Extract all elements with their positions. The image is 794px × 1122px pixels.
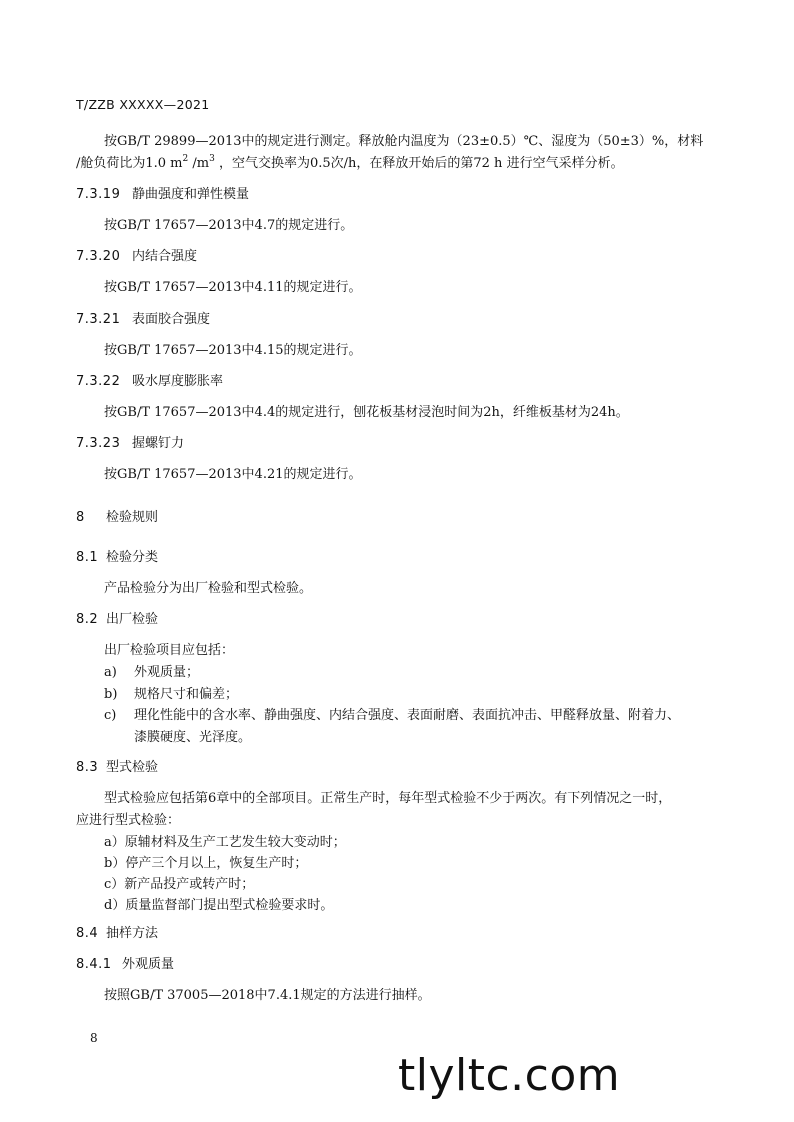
chapter-heading-8: 8 检验规则 (76, 510, 159, 525)
section-heading-7-3-23: 7.3.23 握螺钉力 (76, 436, 185, 451)
section-body-8-3-line2: 应进行型式检验： (76, 813, 181, 828)
intro-paragraph-line1: 按GB/T 29899—2013中的规定进行测定。释放舱内温度为（23±0.5）℃、湿度为（50±3）%，材料 (104, 134, 704, 149)
section-body-7-3-21: 按GB/T 17657—2013中4.15的规定进行。 (104, 343, 362, 358)
section-body-7-3-19: 按GB/T 17657—2013中4.7的规定进行。 (104, 218, 354, 233)
section-body-7-3-22: 按GB/T 17657—2013中4.4的规定进行，刨花板基材浸泡时间为2h，纤维板基材为24h。 (104, 405, 629, 420)
list-item-8-3-b: b）停产三个月以上，恢复生产时； (104, 856, 308, 871)
section-body-8-1: 产品检验分为出厂检验和型式检验。 (104, 581, 313, 596)
list-item-8-2-c: c) 理化性能中的含水率、静曲强度、内结合强度、表面耐磨、表面抗冲击、甲醛释放量、附着力、 (104, 708, 681, 723)
list-item-8-3-c: c）新产品投产或转产时； (104, 877, 255, 892)
section-heading-8-3: 8.3 型式检验 (76, 760, 159, 775)
section-heading-7-3-21: 7.3.21 表面胶合强度 (76, 312, 211, 327)
site-watermark: tlyltc.com (398, 1050, 621, 1101)
section-heading-7-3-19: 7.3.19 静曲强度和弹性模量 (76, 187, 250, 202)
list-item-8-2-a: a) 外观质量； (104, 665, 200, 680)
section-heading-7-3-22: 7.3.22 吸水厚度膨胀率 (76, 374, 224, 389)
section-body-7-3-23: 按GB/T 17657—2013中4.21的规定进行。 (104, 467, 362, 482)
list-item-8-2-b: b) 规格尺寸和偏差； (104, 687, 239, 702)
section-heading-8-1: 8.1 检验分类 (76, 550, 159, 565)
section-heading-8-2: 8.2 出厂检验 (76, 612, 159, 627)
document-code-header: T/ZZB XXXXX—2021 (76, 97, 210, 112)
intro-paragraph-line2: /舱负荷比为1.0 $m^2$ $/m^3$ ，空气交换率为0.5次/h，在释放开始后的第72 h 进行空气采样分析。 (76, 154, 624, 171)
list-item-8-3-a: a）原辅材料及生产工艺发生较大变动时； (104, 835, 346, 850)
section-body-8-3-line1: 型式检验应包括第6章中的全部项目。正常生产时，每年型式检验不少于两次。有下列情况之一时， (104, 791, 672, 806)
page-number: 8 (90, 1031, 98, 1045)
list-item-8-3-d: d）质量监督部门提出型式检验要求时。 (104, 898, 334, 913)
section-heading-8-4-1: 8.4.1 外观质量 (76, 957, 175, 972)
list-item-8-2-c-continued: 漆膜硬度、光泽度。 (134, 730, 252, 745)
section-body-8-2: 出厂检验项目应包括： (104, 643, 235, 658)
section-body-7-3-20: 按GB/T 17657—2013中4.11的规定进行。 (104, 280, 362, 295)
section-heading-8-4: 8.4 抽样方法 (76, 926, 159, 941)
section-body-8-4-1: 按照GB/T 37005—2018中7.4.1规定的方法进行抽样。 (104, 988, 431, 1003)
section-heading-7-3-20: 7.3.20 内结合强度 (76, 249, 198, 264)
